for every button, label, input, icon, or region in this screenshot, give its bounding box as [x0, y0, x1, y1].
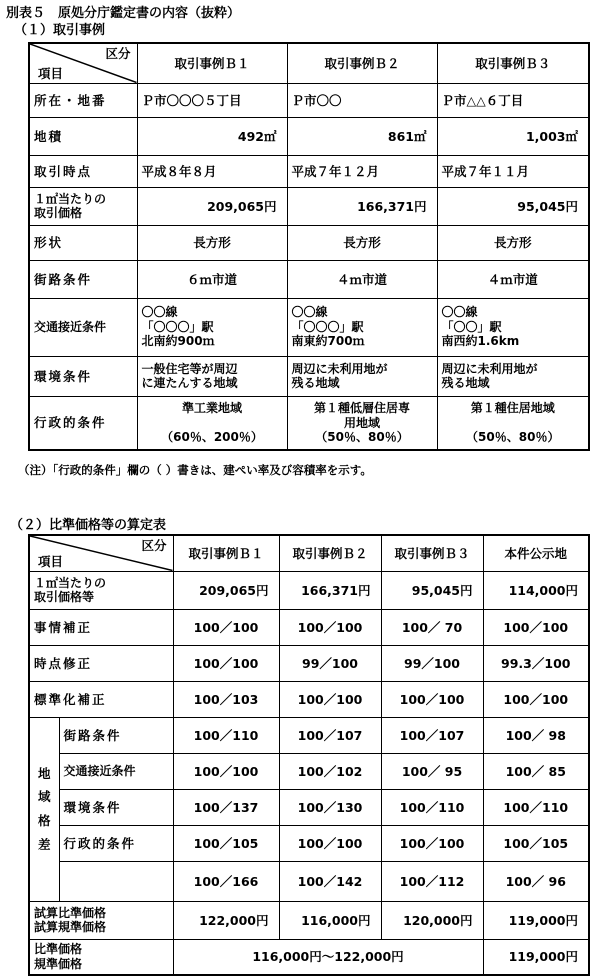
table-cell: 100／137	[173, 789, 279, 825]
table-row	[29, 901, 589, 939]
header-corner-cell	[29, 43, 137, 83]
table-cell: 周辺に未利用地が 残る地域	[287, 356, 437, 396]
col-header: 取引事例Ｂ２	[287, 43, 437, 83]
table-cell: 114,000円	[483, 571, 589, 609]
section-title-calculation: （２）比準価格等の算定表	[10, 518, 167, 533]
table-cell: ４ｍ市道	[437, 260, 589, 298]
table-cell: 第１種住居地域 （50％、80％）	[437, 396, 589, 450]
table-cell: 119,000円	[483, 901, 589, 939]
row-label-final-price: 比準価格 規準価格	[29, 939, 173, 975]
transaction-cases-table	[28, 42, 590, 451]
table-cell: 209,065円	[173, 571, 279, 609]
table-cell: 100／107	[279, 717, 381, 753]
header-komoku: 項目	[38, 65, 64, 81]
table-cell: 第１種低層住居専 用地域 （50％、80％）	[287, 396, 437, 450]
table-row	[29, 187, 589, 225]
table-row	[29, 681, 589, 717]
table-cell: 100／112	[381, 861, 483, 901]
table-row	[29, 117, 589, 155]
table-cell: 100／130	[279, 789, 381, 825]
row-label-area: 地積	[29, 117, 137, 155]
table-cell: 119,000円	[483, 939, 589, 975]
section-title-transactions: （１）取引事例	[14, 23, 106, 38]
table-cell: 100／100	[279, 681, 381, 717]
row-label-standardization: 標準化補正	[29, 681, 173, 717]
row-label-shape: 形状	[29, 225, 137, 260]
table-cell: 166,371円	[287, 187, 437, 225]
table-cell: 100／100	[173, 609, 279, 645]
row-label-administrative: 行政的条件	[29, 396, 137, 450]
header-kubun: 区分	[105, 46, 131, 61]
table-cell: 平成７年１１月	[437, 155, 589, 187]
table-cell: 100／110	[381, 789, 483, 825]
table-row	[29, 753, 589, 789]
document-title: 別表５ 原処分庁鑑定書の内容（抜粋）	[6, 6, 241, 21]
table-cell: Ｐ市〇〇	[287, 83, 437, 117]
table-cell: 100／ 96	[483, 861, 589, 901]
table-cell: 95,045円	[381, 571, 483, 609]
table-cell: 100／110	[173, 717, 279, 753]
table-cell: 周辺に未利用地が 残る地域	[437, 356, 589, 396]
table-header-row	[29, 43, 589, 83]
table-row	[29, 571, 589, 609]
table-cell: 99.3／100	[483, 645, 589, 681]
table-cell: 準工業地域 （60％、200％）	[137, 396, 287, 450]
table-cell: 100／100	[173, 753, 279, 789]
table-cell: 100／105	[173, 825, 279, 861]
table-cell: 99／100	[381, 645, 483, 681]
row-label-environment: 環境条件	[59, 789, 173, 825]
col-header: 取引事例Ｂ２	[279, 535, 381, 571]
table-cell: 長方形	[287, 225, 437, 260]
table-row	[29, 225, 589, 260]
table-row	[29, 396, 589, 450]
table-row	[29, 155, 589, 187]
table-cell: 100／100	[173, 645, 279, 681]
row-label-regional-total	[59, 861, 173, 901]
table-cell: 122,000円	[173, 901, 279, 939]
table-cell: 〇〇線 「〇〇〇」駅 北南約900ｍ	[137, 298, 287, 356]
table-row	[29, 83, 589, 117]
table-cell: 100／ 85	[483, 753, 589, 789]
row-label-transport: 交通接近条件	[29, 298, 137, 356]
row-label-unit-price: １㎡当たりの 取引価格	[29, 187, 137, 225]
table-cell: 99／100	[279, 645, 381, 681]
table-cell: 平成８年８月	[137, 155, 287, 187]
header-corner-cell	[29, 535, 173, 571]
table-row	[29, 825, 589, 861]
table-cell: 100／166	[173, 861, 279, 901]
table-cell: 100／103	[173, 681, 279, 717]
table-cell: 100／100	[279, 825, 381, 861]
table-cell: ４ｍ市道	[287, 260, 437, 298]
row-label-administrative: 行政的条件	[59, 825, 173, 861]
row-label-time: 時点修正	[29, 645, 173, 681]
table-row	[29, 260, 589, 298]
table-cell: 100／107	[381, 717, 483, 753]
row-label-environment: 環境条件	[29, 356, 137, 396]
col-header: 取引事例Ｂ１	[137, 43, 287, 83]
col-header: 取引事例Ｂ１	[173, 535, 279, 571]
table-cell: 平成７年１２月	[287, 155, 437, 187]
table-cell: 100／110	[483, 789, 589, 825]
calculation-table	[28, 534, 590, 976]
table-cell: 100／100	[381, 825, 483, 861]
table-cell: 〇〇線 「〇〇〇」駅 南東約700ｍ	[287, 298, 437, 356]
table-cell: 100／100	[483, 681, 589, 717]
table-row	[29, 298, 589, 356]
table-row	[29, 645, 589, 681]
header-kubun: 区分	[141, 538, 167, 553]
table-header-row	[29, 535, 589, 571]
row-label-street: 街路条件	[29, 260, 137, 298]
table-cell: 861㎡	[287, 117, 437, 155]
table-row	[29, 861, 589, 901]
table-cell: 116,000円	[279, 901, 381, 939]
table-row	[29, 609, 589, 645]
price-range-cell: 116,000円～122,000円	[173, 939, 483, 975]
table-cell: 100／142	[279, 861, 381, 901]
table-note: （注）「行政的条件」欄の（ ）書きは、建ぺい率及び容積率を示す。	[18, 463, 372, 477]
row-label-transport: 交通接近条件	[59, 753, 173, 789]
table-cell: 長方形	[437, 225, 589, 260]
table-row	[29, 356, 589, 396]
table-cell: 〇〇線 「〇〇」駅 南西約1.6km	[437, 298, 589, 356]
row-label-unit-price: １㎡当たりの 取引価格等	[29, 571, 173, 609]
table-row	[29, 789, 589, 825]
table-cell: 95,045円	[437, 187, 589, 225]
table-cell: 209,065円	[137, 187, 287, 225]
table-cell: 100／100	[381, 681, 483, 717]
table-cell: 120,000円	[381, 901, 483, 939]
col-header: 取引事例Ｂ３	[437, 43, 589, 83]
table-cell: Ｐ市△△６丁目	[437, 83, 589, 117]
col-header: 本件公示地	[483, 535, 589, 571]
row-label-date: 取引時点	[29, 155, 137, 187]
row-label-circumstance: 事情補正	[29, 609, 173, 645]
col-header: 取引事例Ｂ３	[381, 535, 483, 571]
table-cell: ６ｍ市道	[137, 260, 287, 298]
table-cell: 166,371円	[279, 571, 381, 609]
row-label-location: 所在・地番	[29, 83, 137, 117]
table-row	[29, 717, 589, 753]
table-row	[29, 939, 589, 975]
table-cell: 100／100	[483, 609, 589, 645]
header-komoku: 項目	[38, 553, 64, 569]
table-cell: Ｐ市〇〇〇５丁目	[137, 83, 287, 117]
table-cell: 100／ 70	[381, 609, 483, 645]
row-label-street: 街路条件	[59, 717, 173, 753]
table-cell: 100／ 95	[381, 753, 483, 789]
table-cell: 1,003㎡	[437, 117, 589, 155]
table-cell: 100／105	[483, 825, 589, 861]
table-cell: 100／102	[279, 753, 381, 789]
table-cell: 100／ 98	[483, 717, 589, 753]
table-cell: 一般住宅等が周辺 に連たんする地域	[137, 356, 287, 396]
row-label-trial-price: 試算比準価格 試算規準価格	[29, 901, 173, 939]
table-cell: 100／100	[279, 609, 381, 645]
regional-difference-label: 地 域 格 差	[29, 717, 59, 901]
table-cell: 492㎡	[137, 117, 287, 155]
table-cell: 長方形	[137, 225, 287, 260]
